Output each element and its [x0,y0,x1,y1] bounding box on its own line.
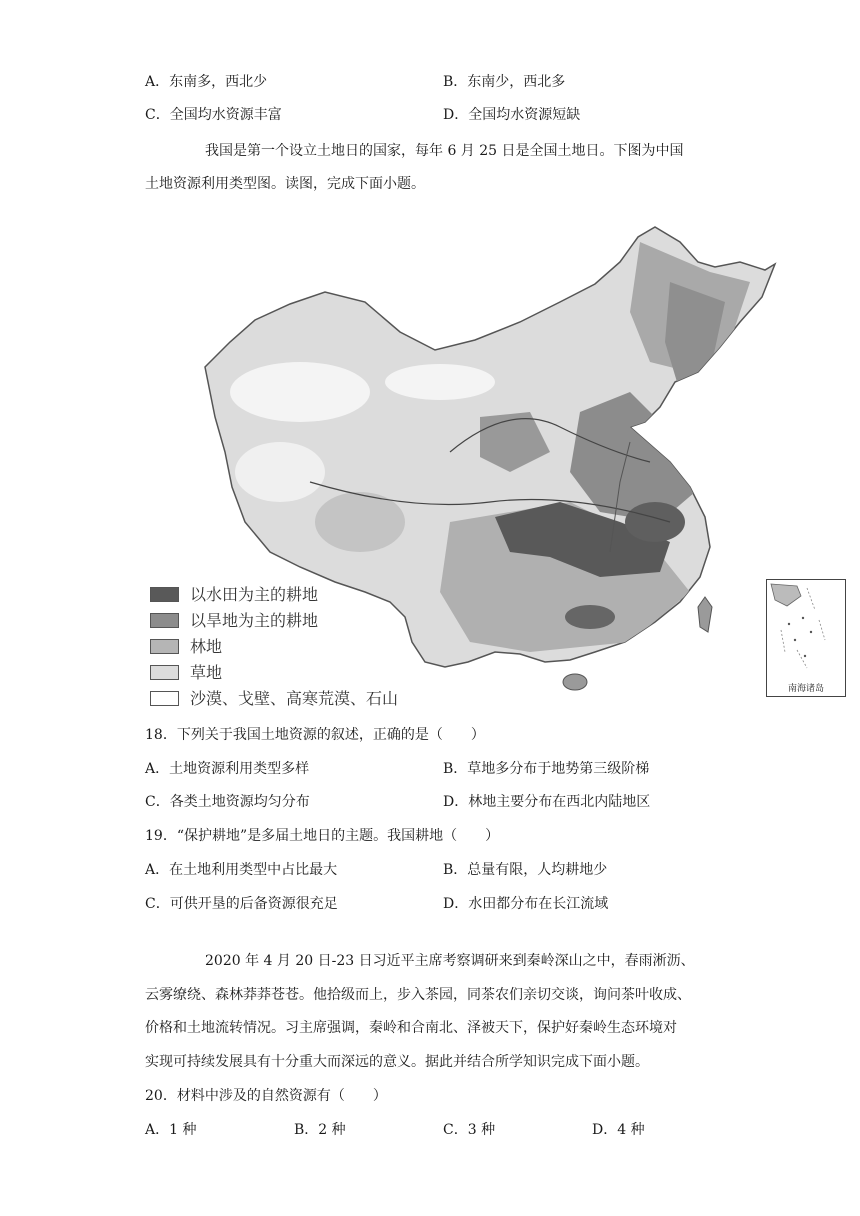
q17-option-d: D．全国均水资源短缺 [443,107,581,123]
taiwan-island [698,597,712,632]
land-use-map [150,222,850,717]
china-land-use-map-graphic [150,222,850,717]
q20-option-a: A．1 种 [145,1122,197,1138]
legend-swatch-forest [150,639,179,654]
desert-area [235,442,325,502]
legend-swatch-grassland [150,665,179,680]
q17-option-a: A．东南多，西北少 [145,74,268,90]
legend-swatch-paddy [150,587,179,602]
q18-stem: 18．下列关于我国土地资源的叙述，正确的是（ ） [145,727,485,743]
q18-option-b: B．草地多分布于地势第三级阶梯 [443,761,650,777]
intro-2-line-1: 2020 年 4 月 20 日-23 日习近平主席考察调研来到秦岭深山之中，春雨淅沥、 [205,953,695,969]
q20-option-d: D．4 种 [592,1122,645,1138]
forest-area [315,492,405,552]
intro-1-line-1: 我国是第一个设立土地日的国家，每年 6 月 25 日是全国土地日。下图为中国 [205,143,684,159]
legend-label: 沙漠、戈壁、高寒荒漠、石山 [190,689,399,708]
desert-area [230,362,370,422]
intro-2-line-3: 价格和土地流转情况。习主席强调，秦岭和合南北、泽被天下，保护好秦岭生态环境对 [145,1020,677,1036]
paddy-farmland [625,502,685,542]
inset-graphic [767,580,845,680]
q18-option-c: C．各类土地资源均匀分布 [145,794,310,810]
legend-swatch-desert [150,691,179,706]
legend-label: 草地 [190,663,223,682]
south-china-sea-inset [766,579,846,697]
q18-option-a: A．土地资源利用类型多样 [145,761,310,777]
intro-2-line-4: 实现可持续发展具有十分重大而深远的意义。据此并结合所学知识完成下面小题。 [145,1054,649,1070]
q19-option-d: D．水田都分布在长江流域 [443,896,609,912]
q20-stem: 20．材料中涉及的自然资源有（ ） [145,1088,387,1104]
legend-label: 以旱地为主的耕地 [190,611,319,630]
q19-option-a: A．在土地利用类型中占比最大 [145,862,338,878]
intro-2-line-2: 云雾缭绕、森林莽莽苍苍。他拾级而上，步入茶园，同茶农们亲切交谈，询问茶叶收成、 [145,987,691,1003]
hainan-island [563,674,587,690]
desert-area [385,364,495,400]
q17-option-b: B．东南少，西北多 [443,74,566,90]
legend-swatch-dryland [150,613,179,628]
q20-option-b: B．2 种 [294,1122,346,1138]
q19-option-c: C．可供开垦的后备资源很充足 [145,896,338,912]
q19-stem: 19．“保护耕地”是多届土地日的主题。我国耕地（ ） [145,828,500,844]
q18-option-d: D．林地主要分布在西北内陆地区 [443,794,651,810]
q20-option-c: C．3 种 [443,1122,496,1138]
intro-1-line-2: 土地资源利用类型图。读图，完成下面小题。 [145,176,425,192]
q19-option-b: B．总量有限，人均耕地少 [443,862,608,878]
paddy-farmland [565,605,615,629]
inset-label: 南海诸岛 [787,684,824,694]
legend-label: 林地 [190,637,223,656]
legend-label: 以水田为主的耕地 [190,585,319,604]
q17-option-c: C．全国均水资源丰富 [145,107,282,123]
